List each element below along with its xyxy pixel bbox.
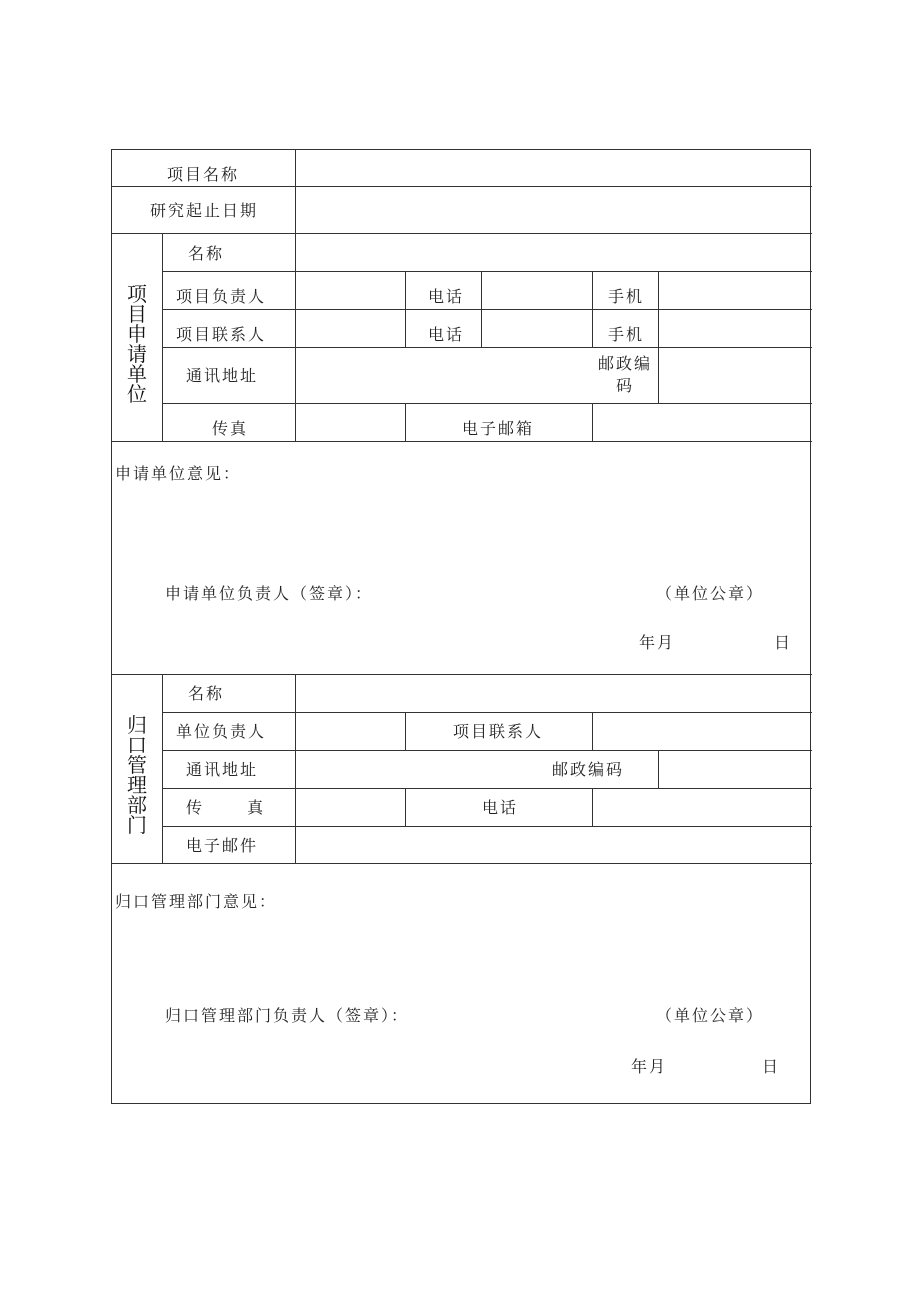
applicant-postcode-label: 邮政编码 — [597, 354, 652, 395]
study-dates-field[interactable] — [296, 187, 811, 233]
applicant-name-field[interactable] — [296, 234, 811, 271]
contact-phone-label: 电话 — [428, 325, 465, 344]
project-name-label: 项目名称 — [167, 165, 240, 184]
department-signer-label: 归口管理部门负责人（签章）： — [165, 1006, 410, 1025]
unit-leader-label: 单位负责人 — [176, 722, 267, 741]
leader-phone-label: 电话 — [428, 287, 465, 306]
department-contact-field[interactable] — [593, 713, 811, 750]
applicant-fax-field[interactable] — [296, 404, 405, 441]
leader-mobile-label: 手机 — [608, 287, 645, 306]
department-day: 日 — [762, 1057, 781, 1076]
applicant-fax-label: 传真 — [212, 419, 249, 438]
contact-mobile-label: 手机 — [608, 325, 645, 344]
project-leader-field[interactable] — [296, 272, 405, 309]
application-form — [111, 149, 811, 1104]
department-address-label: 通讯地址 — [186, 760, 259, 779]
applicant-email-label: 电子邮箱 — [462, 419, 535, 438]
department-postcode-label: 邮政编码 — [552, 760, 625, 779]
applicant-postcode-field[interactable] — [659, 348, 811, 403]
applicant-signer-label: 申请单位负责人（签章）： — [165, 584, 374, 603]
project-leader-label: 项目负责人 — [176, 287, 267, 306]
study-dates-label: 研究起止日期 — [150, 201, 259, 220]
applicant-address-label: 通讯地址 — [186, 366, 259, 385]
department-postcode-field[interactable] — [659, 751, 811, 788]
department-contact-label: 项目联系人 — [453, 722, 544, 741]
applicant-year-month: 年月 — [639, 633, 676, 652]
applicant-email-field[interactable] — [593, 404, 811, 441]
project-contact-label: 项目联系人 — [176, 325, 267, 344]
department-seal-label: （单位公章） — [656, 1006, 765, 1025]
project-name-field[interactable] — [296, 150, 811, 186]
unit-leader-field[interactable] — [296, 713, 405, 750]
department-side-label: 归口管理部门 — [127, 713, 147, 837]
department-email-label: 电子邮件 — [186, 836, 259, 855]
applicant-side-label: 项目申请单位 — [127, 282, 147, 406]
department-name-field[interactable] — [296, 675, 811, 712]
department-opinion-title: 归口管理部门意见： — [115, 892, 278, 911]
applicant-seal-label: （单位公章） — [656, 584, 765, 603]
department-year-month: 年月 — [631, 1057, 668, 1076]
contact-mobile-field[interactable] — [659, 310, 811, 347]
department-phone-field[interactable] — [593, 789, 811, 826]
project-contact-field[interactable] — [296, 310, 405, 347]
applicant-address-field[interactable] — [296, 348, 592, 403]
applicant-day: 日 — [774, 633, 793, 652]
department-fax-label: 传 真 — [186, 798, 266, 817]
department-email-field[interactable] — [296, 827, 811, 863]
contact-phone-field[interactable] — [482, 310, 592, 347]
applicant-opinion-title: 申请单位意见： — [115, 464, 242, 483]
department-name-label: 名称 — [188, 684, 225, 703]
leader-phone-field[interactable] — [482, 272, 592, 309]
department-phone-label: 电话 — [482, 798, 519, 817]
department-fax-field[interactable] — [296, 789, 405, 826]
applicant-name-label: 名称 — [188, 244, 225, 263]
leader-mobile-field[interactable] — [659, 272, 811, 309]
